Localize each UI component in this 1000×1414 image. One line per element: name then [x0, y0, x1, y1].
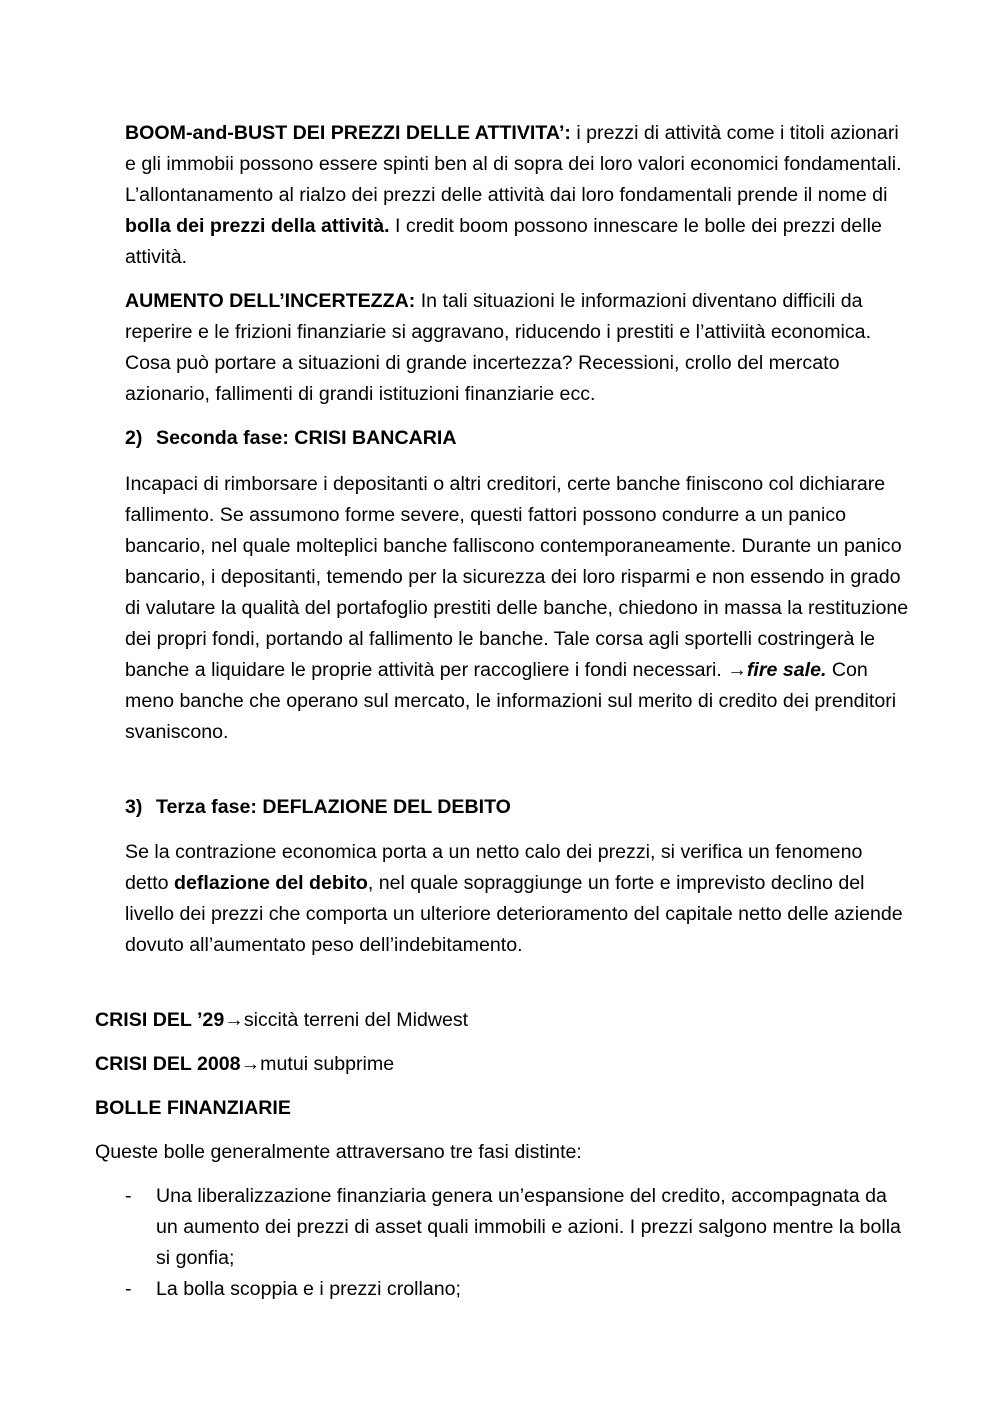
- paragraph-deflazione: Se la contrazione economica porta a un netto calo dei prezzi, si verifica un fenomeno detto deflazione del debito, nel quale sopraggiunge un forte e imprevisto declino del livello dei prezzi che comporta un ulteriore deterioramento del capitale netto delle aziende dovuto all’aumentato peso dell’indebitamento.: [125, 841, 903, 956]
- line-crisi-2008: CRISI DEL 2008→mutui subprime: [95, 1053, 395, 1075]
- arrow-right-icon: →: [240, 1053, 261, 1075]
- list-bullet: -: [125, 1278, 132, 1300]
- paragraph-crisi-bancaria: Incapaci di rimborsare i depositanti o altri creditori, certe banche finiscono col dichiarare fallimento. Se assumono forme severe, questi fattori possono condurre a un panico bancario, nel quale molteplici banche falliscono contemporaneamente. Durante un panico bancario, i depositanti, temendo per la sicurezza dei loro risparmi e non essendo in grado di valutare la qualità del portafoglio prestiti delle banche, chiedono in massa la restituzione dei propri fondi, portando al fallimento le banche. Tale corsa agli sportelli costringerà le banche a liquidare le proprie attività per raccogliere i fondi necessari. →fire sale. Con meno banche che operano sul mercato, le informazioni sul merito di credito dei prenditori svaniscono.: [125, 473, 909, 743]
- section-heading-3: 3) Terza fase: DEFLAZIONE DEL DEBITO: [125, 796, 511, 818]
- list-item: La bolla scoppia e i prezzi crollano;: [156, 1278, 461, 1300]
- list-bullet: -: [125, 1185, 132, 1207]
- line-crisi-29: CRISI DEL ’29→siccità terreni del Midwest: [95, 1009, 469, 1031]
- list-item: Una liberalizzazione finanziaria genera un’espansione del credito, accompagnata da un aumento dei prezzi di asset quali immobili e azioni. I prezzi salgono mentre la bolla si gonfia;: [156, 1185, 901, 1269]
- heading-boom-bust: BOOM-and-BUST DEI PREZZI DELLE ATTIVITA’:: [125, 122, 571, 144]
- paragraph-boom-bust: BOOM-and-BUST DEI PREZZI DELLE ATTIVITA’: i prezzi di attività come i titoli azionari e gli immobii possono essere spinti ben al di sopra dei loro valori economici fondamentali. L’allontanamento al rialzo dei prezzi delle attività dai loro fondamentali prende il nome di bolla dei prezzi della attività. I credit boom possono innescare le bolle dei prezzi delle attività.: [125, 122, 902, 268]
- paragraph-bolle-intro: Queste bolle generalmente attraversano tre fasi distinte:: [95, 1141, 582, 1163]
- arrow-right-icon: →: [224, 1009, 244, 1031]
- paragraph-incertezza: AUMENTO DELL’INCERTEZZA: In tali situazioni le informazioni diventano difficili da reperire e le frizioni finanziarie si aggravano, riducendo i prestiti e l’attiviità economica. Cosa può portare a situazioni di grande incertezza? Recessioni, crollo del mercato azionario, fallimenti di grandi istituzioni finanziarie ecc.: [125, 290, 872, 405]
- fire-sale-emphasis: →fire sale.: [727, 659, 827, 681]
- section-heading-2: 2) Seconda fase: CRISI BANCARIA: [125, 427, 457, 449]
- heading-bolle-finanziarie: BOLLE FINANZIARIE: [95, 1097, 291, 1119]
- heading-incertezza: AUMENTO DELL’INCERTEZZA:: [125, 290, 416, 312]
